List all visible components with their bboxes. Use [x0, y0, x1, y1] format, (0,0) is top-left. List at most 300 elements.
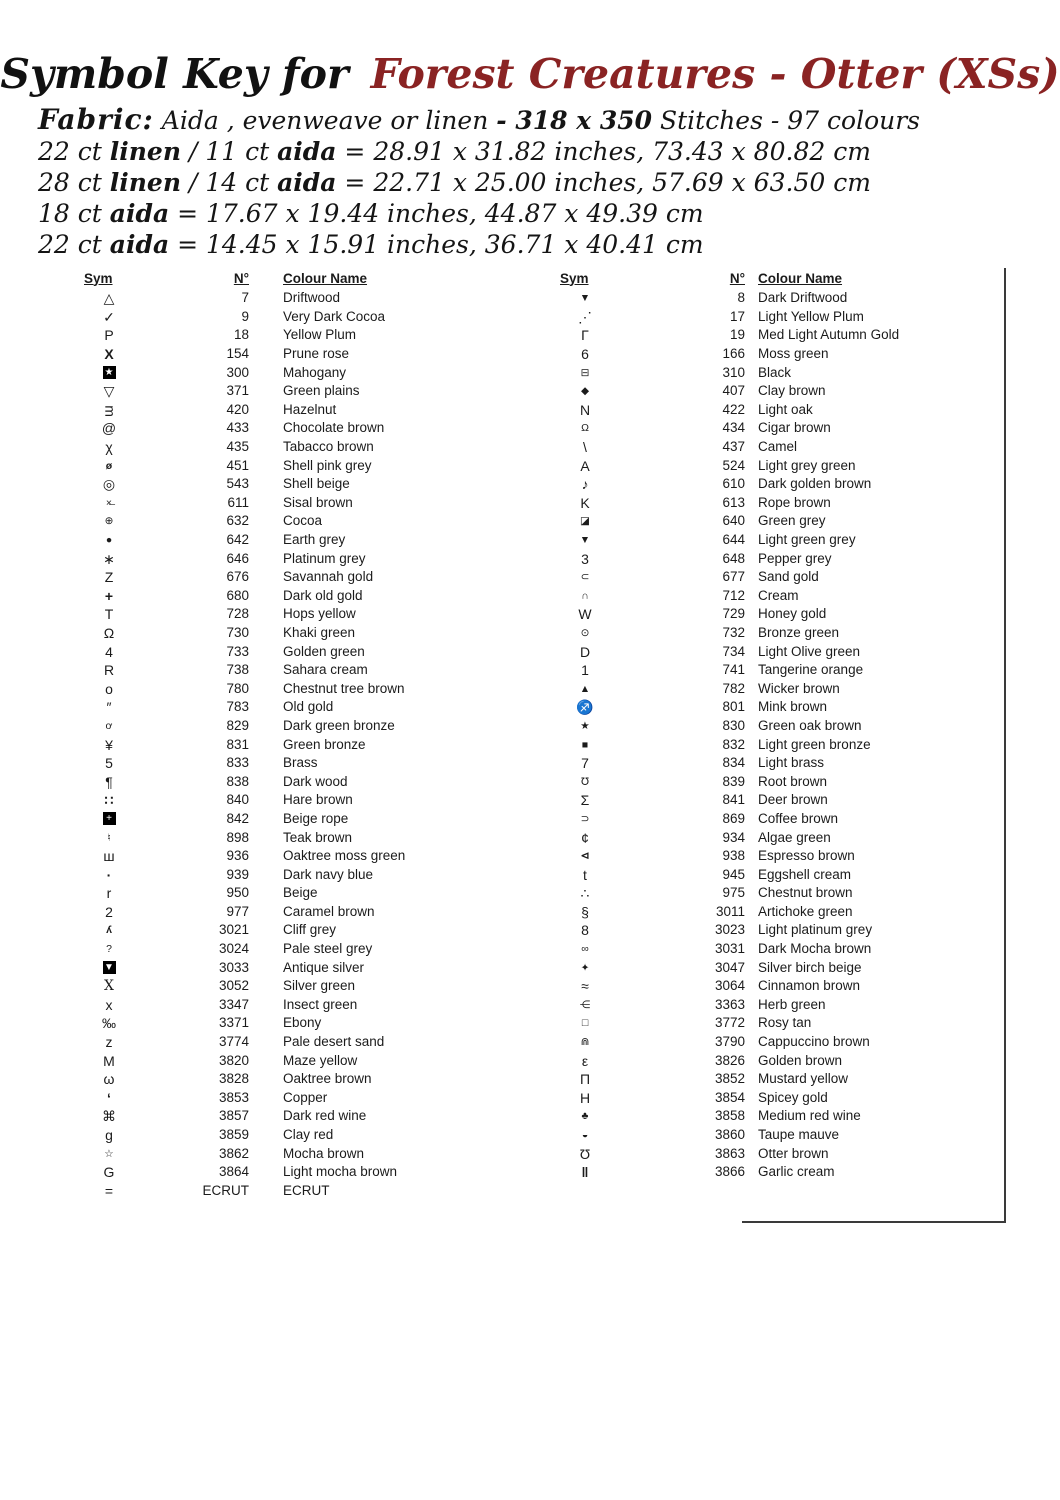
thread-number: 543: [226, 476, 249, 492]
fabric-size-line: [38, 167, 1060, 198]
thread-number: 841: [722, 792, 745, 808]
symbol-glyph: 5: [105, 755, 113, 772]
symbol-glyph: K: [580, 494, 590, 511]
colour-name: Light platinum grey: [758, 922, 873, 938]
thread-number: 677: [722, 569, 745, 585]
symbol-glyph: 6: [581, 346, 589, 363]
colour-name: Cliff grey: [283, 922, 337, 938]
symbol-glyph: □: [581, 1017, 589, 1030]
table-row: [84, 1070, 514, 1089]
column-header: N°: [729, 270, 745, 286]
thread-number: 838: [226, 773, 249, 789]
table-row: [560, 884, 1010, 903]
table-row: [84, 587, 514, 606]
thread-number: 310: [722, 364, 745, 380]
thread-number: 3826: [714, 1052, 745, 1068]
table-row: [560, 1014, 1010, 1033]
table-row: [84, 308, 514, 327]
colour-name: Otter brown: [758, 1145, 829, 1161]
symbol-glyph: ▲: [579, 682, 591, 695]
thread-number: 3862: [218, 1145, 249, 1161]
symbol-glyph: ◆: [580, 385, 590, 398]
thread-number: 646: [226, 550, 249, 566]
thread-number: 422: [722, 401, 745, 417]
table-row: [84, 494, 514, 513]
symbol-glyph: ʎ: [106, 924, 112, 937]
thread-number: 632: [226, 513, 249, 529]
thread-number: 734: [722, 643, 745, 659]
colour-name: Teak brown: [283, 829, 353, 845]
colour-name: Rosy tan: [758, 1015, 812, 1031]
symbol-glyph: ш: [103, 848, 115, 865]
symbol-glyph: ǁ: [581, 1164, 589, 1181]
symbol-glyph: ♪: [581, 476, 589, 493]
thread-number: 712: [722, 587, 745, 603]
symbol-glyph: H: [579, 1089, 591, 1106]
fabric-text-segment: = 28.91 x 31.82 inches, 73.43 x 80.82 cm: [336, 137, 871, 166]
fabric-text-segment: aida: [109, 230, 170, 259]
table-row: [560, 1144, 1010, 1163]
thread-number: 154: [226, 346, 249, 362]
table-row: [560, 717, 1010, 736]
table-row: [560, 1089, 1010, 1108]
colour-name: Prune rose: [283, 346, 350, 362]
thread-number: 407: [722, 383, 745, 399]
symbol-glyph: Σ: [580, 792, 590, 809]
colour-name: Golden green: [283, 643, 365, 659]
colour-name: Copper: [283, 1089, 328, 1105]
symbol-glyph: ∗: [103, 550, 115, 567]
colour-name: Honey gold: [758, 606, 827, 622]
colour-name: Mustard yellow: [758, 1071, 849, 1087]
symbol-glyph: 2: [105, 903, 113, 920]
symbol-glyph: §: [581, 903, 589, 920]
thread-number: 3858: [714, 1108, 745, 1124]
colour-name: Light grey green: [758, 457, 856, 473]
colour-name: Very Dark Cocoa: [283, 308, 386, 324]
symbol-glyph: ▽: [103, 383, 115, 400]
thread-number: 3064: [714, 978, 745, 994]
colour-name: Clay red: [283, 1127, 334, 1143]
thread-number: 680: [226, 587, 249, 603]
colour-name: Cappuccino brown: [758, 1034, 870, 1050]
table-row: [560, 1107, 1010, 1126]
symbol-glyph: ∷: [104, 792, 114, 809]
colour-name: Eggshell cream: [758, 866, 852, 882]
table-row: [560, 568, 1010, 587]
symbol-glyph: r: [106, 885, 112, 902]
symbol-glyph: Ω: [581, 422, 589, 435]
table-right-border: [1004, 268, 1006, 1223]
thread-number: 19: [729, 327, 745, 343]
size-lines: [38, 136, 1060, 260]
fabric-text-segment: Fabric:: [38, 103, 154, 136]
thread-number: 936: [226, 848, 249, 864]
thread-number: 3033: [218, 959, 249, 975]
thread-number: 3866: [714, 1164, 745, 1180]
table-row: [84, 642, 514, 661]
thread-number: 3363: [714, 996, 745, 1012]
colour-name: Oaktree moss green: [283, 848, 406, 864]
symbol-glyph: 7: [581, 755, 589, 772]
colour-name: Beige: [283, 885, 318, 901]
table-row: [84, 1144, 514, 1163]
colour-name: Chocolate brown: [283, 420, 385, 436]
thread-number: 676: [226, 569, 249, 585]
thread-number: 166: [722, 346, 745, 362]
thread-number: 7: [241, 290, 249, 306]
thread-number: 3023: [714, 922, 745, 938]
colour-name: Antique silver: [283, 959, 365, 975]
colour-name: Taupe mauve: [758, 1127, 840, 1143]
fabric-text-segment: aida: [109, 199, 170, 228]
table-row: [560, 1070, 1010, 1089]
symbol-glyph: ♐: [576, 699, 594, 716]
thread-number: 733: [226, 643, 249, 659]
table-row: [84, 456, 514, 475]
table-row: [84, 326, 514, 345]
symbol-glyph: Z: [104, 569, 114, 586]
symbol-glyph: ∩: [581, 589, 589, 602]
table-row: [560, 1033, 1010, 1052]
symbol-glyph: ×̶: [105, 496, 113, 509]
symbol-glyph: t: [583, 866, 587, 883]
thread-number: 729: [722, 606, 745, 622]
thread-number: 833: [226, 755, 249, 771]
table-row: [84, 1051, 514, 1070]
symbol-glyph: ▼: [579, 292, 591, 305]
table-row: [84, 996, 514, 1015]
thread-number: 300: [226, 364, 249, 380]
table-row: [84, 1033, 514, 1052]
table-row: [560, 940, 1010, 959]
symbol-glyph: ω: [103, 1071, 115, 1088]
colour-name: Old gold: [283, 699, 334, 715]
colour-name: Hops yellow: [283, 606, 356, 622]
symbol-glyph: ⊂: [580, 571, 590, 584]
thread-number: 728: [226, 606, 249, 622]
colour-name: Oaktree brown: [283, 1071, 372, 1087]
fabric-text-segment: / 11 ct: [181, 137, 278, 166]
colour-name: Yellow Plum: [283, 327, 357, 343]
table-row: [84, 531, 514, 550]
symbol-glyph: Ʊ: [579, 1145, 591, 1162]
colour-name: Silver birch beige: [758, 959, 862, 975]
symbol-glyph: ¥: [105, 736, 113, 753]
symbol-glyph: ⊟: [580, 366, 590, 379]
symbol-glyph: ø: [105, 459, 113, 472]
thread-number: 834: [722, 755, 745, 771]
symbol-glyph: x: [105, 996, 113, 1013]
colour-name: Green plains: [283, 383, 360, 399]
table-row: [560, 382, 1010, 401]
thread-number: 831: [226, 736, 249, 752]
table-row: [84, 661, 514, 680]
table-row: [560, 1163, 1010, 1182]
table-row: [84, 921, 514, 940]
table-row: [84, 903, 514, 922]
table-row: [84, 363, 514, 382]
table-row: [84, 1107, 514, 1126]
symbol-glyph: 3: [581, 550, 589, 567]
symbol-glyph: 4: [105, 643, 113, 660]
colour-name: Mahogany: [283, 364, 347, 380]
thread-number: 18: [233, 327, 249, 343]
symbol-glyph: △: [103, 290, 115, 307]
symbol-glyph: ⊲: [580, 850, 590, 863]
table-row: [84, 1182, 514, 1201]
thread-number: 3864: [218, 1164, 249, 1180]
colour-name: Light green grey: [758, 532, 856, 548]
symbol-glyph: χ: [105, 439, 113, 456]
symbol-glyph: ⋒: [580, 1036, 590, 1049]
title-pattern-name: Forest Creatures - Otter (XSs): [370, 50, 1060, 98]
table-row: [84, 958, 514, 977]
symbol-glyph: X: [104, 978, 114, 995]
thread-number: 3857: [218, 1108, 249, 1124]
table-row: [560, 958, 1010, 977]
thread-number: 613: [722, 494, 745, 510]
symbol-glyph: ⊙: [580, 626, 590, 639]
fabric-text-segment: 28 ct: [38, 168, 110, 197]
table-row: [560, 810, 1010, 829]
colour-name: Shell pink grey: [283, 457, 372, 473]
colour-name: Spicey gold: [758, 1089, 828, 1105]
symbol-glyph: ơ: [105, 719, 113, 732]
table-row: [560, 1126, 1010, 1145]
thread-number: 3011: [715, 903, 745, 919]
symbol-glyph: ■: [581, 738, 589, 751]
thread-number: 977: [226, 903, 249, 919]
thread-number: 782: [722, 680, 745, 696]
thread-number: 451: [226, 457, 249, 473]
table-row: [84, 1126, 514, 1145]
table-header-row: [84, 268, 514, 289]
table-row: [560, 624, 1010, 643]
colour-name: Savannah gold: [283, 569, 374, 585]
thread-number: 3853: [218, 1089, 249, 1105]
thread-number: 832: [722, 736, 745, 752]
colour-name: Mink brown: [758, 699, 828, 715]
table-row: [84, 940, 514, 959]
table-row: [560, 512, 1010, 531]
fabric-text-segment: linen: [109, 137, 182, 166]
colour-name: Cream: [758, 587, 799, 603]
thread-number: 8: [737, 290, 745, 306]
page-title: [0, 50, 1060, 98]
colour-name: Caramel brown: [283, 903, 375, 919]
fabric-size-line: [38, 229, 1060, 260]
symbol-glyph: ″: [106, 699, 112, 716]
table-row: [560, 475, 1010, 494]
table-row: [560, 977, 1010, 996]
table-row: [560, 494, 1010, 513]
fabric-text-segment: 22 ct: [38, 230, 110, 259]
symbol-glyph: 8: [581, 922, 589, 939]
colour-name: Light brass: [758, 755, 825, 771]
table-row: [560, 363, 1010, 382]
column-header: N°: [233, 270, 249, 286]
thread-number: 975: [722, 885, 745, 901]
thread-number: 939: [226, 866, 249, 882]
symbol-glyph: o: [105, 680, 113, 697]
colour-name: Algae green: [758, 829, 831, 845]
table-row: [560, 791, 1010, 810]
table-row: [84, 679, 514, 698]
symbol-glyph: =: [104, 1182, 114, 1199]
table-row: [560, 754, 1010, 773]
symbol-glyph: ★: [580, 719, 590, 732]
table-row: [84, 1163, 514, 1182]
colour-name: ECRUT: [283, 1182, 330, 1198]
symbol-glyph: ε: [581, 1052, 589, 1069]
table-row: [84, 289, 514, 308]
table-row: [560, 735, 1010, 754]
table-header-row: [560, 268, 1010, 289]
thread-number: 3024: [218, 941, 249, 957]
table-row: [84, 698, 514, 717]
symbol-glyph: D: [579, 643, 591, 660]
symbol-glyph: ℧: [580, 775, 590, 788]
column-header: Colour Name: [758, 270, 843, 286]
thread-number: 738: [226, 662, 249, 678]
thread-number: 801: [722, 699, 745, 715]
thread-number: 371: [226, 383, 249, 399]
table-row: [560, 847, 1010, 866]
colour-name: Dark golden brown: [758, 476, 872, 492]
table-row: [560, 401, 1010, 420]
symbol-glyph: ♮: [107, 831, 111, 844]
colour-name: Bronze green: [758, 624, 840, 640]
symbol-glyph: ∞: [581, 943, 589, 956]
colour-name: Sahara cream: [283, 662, 368, 678]
fabric-line: [38, 104, 1060, 136]
symbol-glyph: ◎: [102, 476, 116, 493]
colour-name: Dark old gold: [283, 587, 363, 603]
table-row: [84, 512, 514, 531]
table-row: [84, 382, 514, 401]
colour-name: Light green bronze: [758, 736, 871, 752]
symbol-glyph: W: [578, 606, 592, 623]
colour-name: Golden brown: [758, 1052, 843, 1068]
fabric-text-segment: Aida , evenweave or linen: [153, 106, 497, 135]
colour-name: Insect green: [283, 996, 358, 1012]
thread-number: 433: [226, 420, 249, 436]
symbol-glyph: 1: [581, 662, 589, 679]
thread-number: 783: [226, 699, 249, 715]
thread-number: 842: [226, 810, 249, 826]
thread-number: 642: [226, 532, 249, 548]
colour-name: Green bronze: [283, 736, 366, 752]
fabric-text-segment: / 14 ct: [181, 168, 278, 197]
table-row: [560, 903, 1010, 922]
colour-name: Mocha brown: [283, 1145, 365, 1161]
table-row: [84, 828, 514, 847]
colour-name: Tangerine orange: [758, 662, 864, 678]
table-row: [84, 865, 514, 884]
symbol-glyph: +: [84, 812, 134, 825]
table-row: [560, 531, 1010, 550]
symbol-glyph: ‰: [102, 1015, 116, 1032]
symbol-glyph: ✦: [580, 961, 590, 974]
table-row: [560, 865, 1010, 884]
thread-number: 3820: [218, 1052, 249, 1068]
table-row: [84, 977, 514, 996]
thread-number: 3772: [714, 1015, 745, 1031]
table-row: [84, 791, 514, 810]
colour-name: Tabacco brown: [283, 439, 374, 455]
thread-number: 830: [722, 717, 745, 733]
colour-name: Hare brown: [283, 792, 353, 808]
colour-name: Black: [758, 364, 792, 380]
symbol-glyph: ·: [106, 866, 112, 883]
thread-number: 610: [722, 476, 745, 492]
fabric-text-segment: 22 ct: [38, 137, 110, 166]
fabric-info: [38, 104, 1060, 260]
colour-name: Green grey: [758, 513, 826, 529]
table-row: [84, 624, 514, 643]
table-row: [84, 772, 514, 791]
colour-name: Dark green bronze: [283, 717, 395, 733]
symbol-glyph: ⌘: [102, 1108, 116, 1125]
table-row: [560, 679, 1010, 698]
thread-number: 9: [241, 308, 249, 324]
symbol-glyph: ☆: [104, 1147, 114, 1160]
colour-name: Light Olive green: [758, 643, 861, 659]
symbol-glyph: ●: [105, 534, 113, 547]
colour-name: Coffee brown: [758, 810, 839, 826]
colour-name: Dark navy blue: [283, 866, 374, 882]
column-header: Colour Name: [283, 270, 368, 286]
colour-name: Camel: [758, 439, 798, 455]
thread-number: 648: [722, 550, 745, 566]
colour-name: Cocoa: [283, 513, 323, 529]
colour-name: Moss green: [758, 346, 829, 362]
symbol-glyph: ¢: [581, 829, 589, 846]
thread-number: 950: [226, 885, 249, 901]
colour-name: Ebony: [283, 1015, 322, 1031]
colour-name: Deer brown: [758, 792, 828, 808]
column-header: Sym: [84, 270, 113, 286]
colour-name: Green oak brown: [758, 717, 862, 733]
table-row: [84, 884, 514, 903]
fabric-text-segment: = 17.67 x 19.44 inches, 44.87 x 49.39 cm: [169, 199, 704, 228]
colour-name: Rope brown: [758, 494, 831, 510]
table-row: [84, 345, 514, 364]
colour-name: Dark Driftwood: [758, 290, 848, 306]
table-row: [84, 568, 514, 587]
colour-name: Medium red wine: [758, 1108, 861, 1124]
title-prefix: Symbol Key for: [0, 50, 349, 98]
symbol-glyph: M: [103, 1052, 115, 1069]
symbol-glyph: @: [101, 420, 117, 437]
thread-number: 3852: [714, 1071, 745, 1087]
thread-number: 898: [226, 829, 249, 845]
symbol-glyph: Π: [579, 1071, 591, 1088]
table-row: [560, 289, 1010, 308]
thread-number: 524: [722, 457, 745, 473]
colour-name: Med Light Autumn Gold: [758, 327, 900, 343]
key-column-left: [84, 268, 514, 1200]
colour-name: Khaki green: [283, 624, 356, 640]
thread-number: 934: [722, 829, 745, 845]
colour-name: Wicker brown: [758, 680, 840, 696]
table-row: [560, 828, 1010, 847]
thread-number: 3828: [218, 1071, 249, 1087]
colour-name: Pale desert sand: [283, 1034, 385, 1050]
thread-number: 420: [226, 401, 249, 417]
fabric-text-segment: aida: [277, 168, 337, 197]
